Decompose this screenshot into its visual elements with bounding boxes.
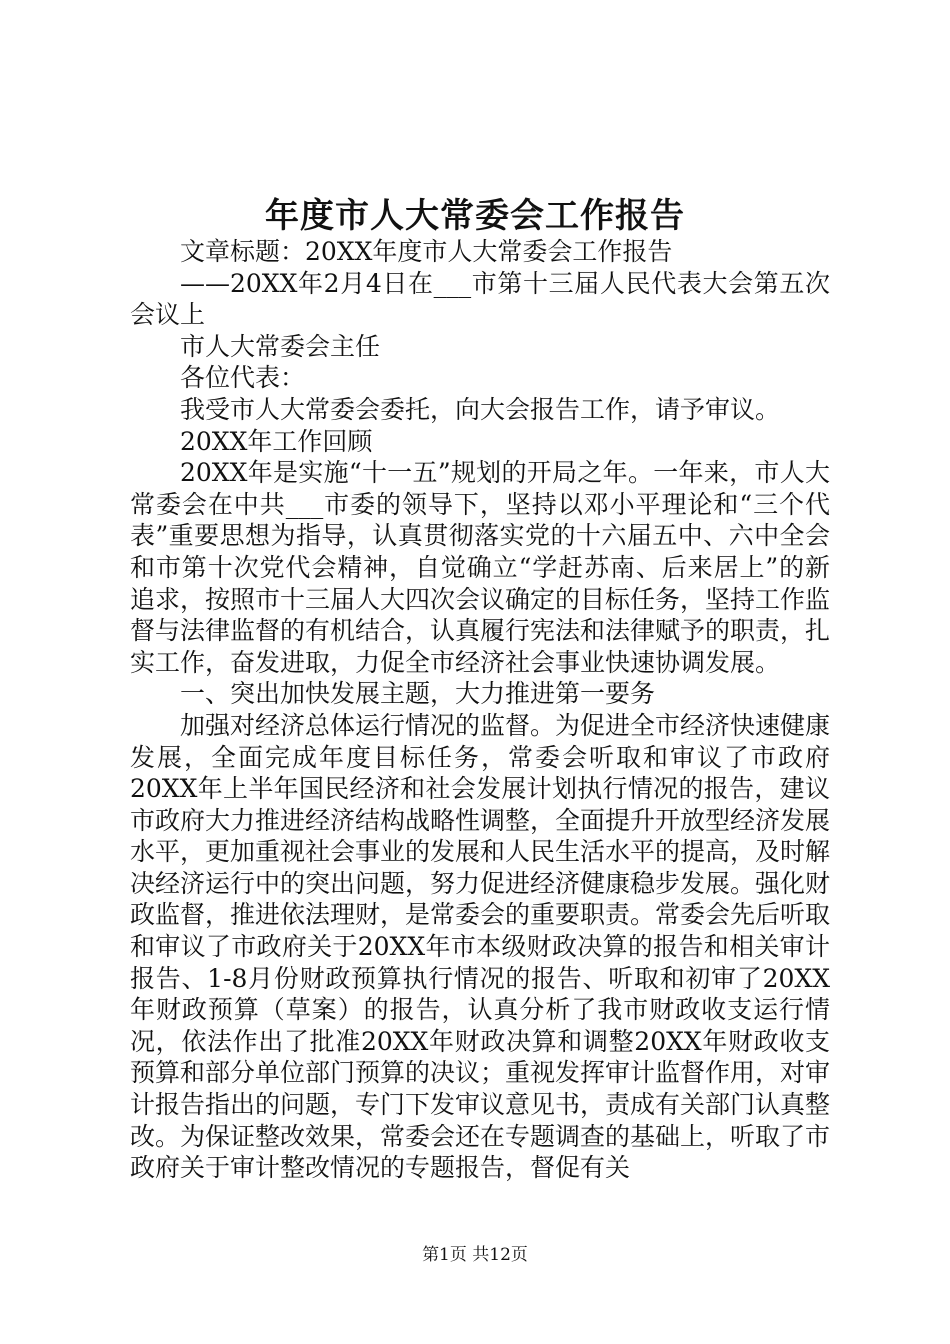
body-paragraph: 一、突出加快发展主题，大力推进第一要务 [180, 679, 656, 709]
body-paragraph: 20XX年工作回顾 [180, 426, 373, 456]
body-paragraph: 文章标题：20XX年度市人大常委会工作报告 [180, 237, 673, 266]
body-paragraph: 市人大常委会主任 [180, 331, 381, 361]
body-paragraph: 我受市人大常委会委托，向大会报告工作，请予审议。 [180, 394, 781, 424]
body-paragraph: ——20XX年2月4日在___市第十三届人民代表大会第五次会议上 [130, 268, 830, 330]
body-paragraph: 各位代表： [180, 363, 306, 393]
page-footer: 第1页 共12页 [422, 1245, 528, 1265]
body-paragraph: 加强对经济总体运行情况的监督。为促进全市经济快速健康发展，全面完成年度目标任务，常委会听取和审议了市政府20XX年上半年国民经济和社会发展计划执行情况的报告，建议市政府大力推进经济结构战略性调整，全面提升开放型经济发展水平，更加重视社会事业的发展和人民生活水平的提高，及时解决经济运行中的突出问题，努力促进经济健康稳步发展。强化财政监督，推进依法理财，是常委会的重要职责。常委会先后听取和审议了市政府关于20XX年市本级财政决算的报告和相关审计报告、1-8月份财政预算执行情况的报告、听取和初审了20XX年财政预算（草案）的报告，认真分析了我市财政收支运行情况，依法作出了批准20XX年财政决算和调整20XX年财政收支预算和部分单位部门预算的决议；重视发挥审计监督作用，对审计报告指出的问题，专门下发审议意见书，责成有关部门认真整改。为保证整改效果，常委会还在专题调查的基础上，听取了市政府关于审计整改情况的专题报告，督促有关 [130, 710, 831, 1183]
document-title: 年度市人大常委会工作报告 [265, 196, 685, 236]
body-paragraph: 20XX年是实施“十一五”规划的开局之年。一年来，市人大常委会在中共___市委的领导下，坚持以邓小平理论和“三个代表”重要思想为指导，认真贯彻落实党的十六届五中、六中全会和市第十次党代会精神，自觉确立“学赶苏南、后来居上”的新追求，按照市十三届人大四次会议确定的目标任务，坚持工作监督与法律监督的有机结合，认真履行宪法和法律赋予的职责，扎实工作，奋发进取，力促全市经济社会事业快速协调发展。 [130, 458, 831, 677]
document-body [130, 236, 830, 1184]
